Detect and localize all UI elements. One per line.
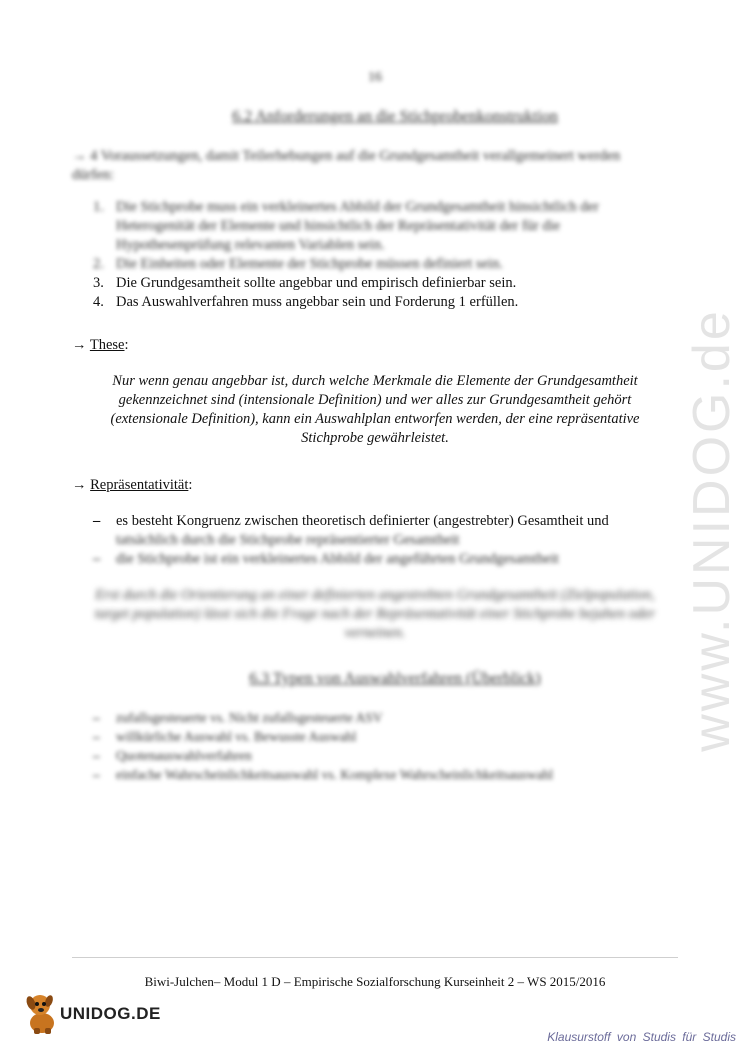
dash-icon: – — [93, 513, 101, 529]
footer-text: Biwi-Julchen– Modul 1 D – Empirische Sozialforschung Kurseinheit 2 – WS 2015/2016 — [144, 974, 606, 989]
requirements-list — [93, 198, 653, 312]
repraesentativitaet-list — [93, 512, 653, 569]
brand-name: UNIDOG.DE — [60, 1004, 161, 1023]
list-item: – es besteht Kongruenz zwischen theoretisch definierter (angestrebter) Gesamtheit und tatsächlich durch die Stichprobe repräsentierter Gesamtheit — [93, 513, 609, 548]
list-item: – zufallsgesteuerte vs. Nicht zufallsgesteuerte ASV — [93, 710, 383, 725]
brand-logo[interactable] — [22, 988, 172, 1038]
list-item: 1. Die Stichprobe muss ein verkleinertes Abbild der Grundgesamtheit hinsichtlich der Heterogenität der Elemente und hinsichtlich der Repräsentativität der für die Hypothesenprüfung relevanten Variablen sein. — [93, 199, 599, 253]
dash-icon: – — [93, 551, 101, 567]
section-heading-6-2: 6.2 Anforderungen an die Stichprobenkonstruktion — [232, 108, 558, 125]
section-heading-6-3: 6.3 Typen von Auswahlverfahren (Überblick) — [249, 670, 541, 687]
these-text: Nur wenn genau angebbar ist, durch welche Merkmale die Elemente der Grundgesamtheit gekennzeichnet sind (intensionale Definition) und wer alles zur Grundgesamtheit gehört (extensionale Definition), kann ein Auswahlplan entworfen werden, der eine repräsentative Stichprobe gewährleistet. — [110, 373, 640, 446]
auswahlverfahren-list — [93, 708, 653, 784]
list-item: – die Stichprobe ist ein verkleinertes Abbild der angeführten Grundgesamtheit — [93, 551, 559, 567]
these-label: → These: — [72, 337, 129, 353]
repraesentativitaet-note: Erst durch die Orientierung an einer definierten angestrebten Grundgesamtheit (Zielpopulation, target population) lässt sich die Frage nach der Repräsentativität einer Stichprobe bejahen oder verneinen. — [94, 587, 656, 641]
list-item: 2. Die Einheiten oder Elemente der Stichprobe müssen definiert sein. — [93, 256, 503, 272]
list-item: – willkürliche Auswahl vs. Bewusste Auswahl — [93, 729, 357, 744]
section-intro — [72, 147, 662, 185]
arrow-icon: → — [72, 148, 87, 164]
dog-mascot-icon — [22, 990, 62, 1036]
footer-divider — [72, 957, 678, 958]
arrow-icon: → — [72, 477, 87, 493]
list-item: 4. Das Auswahlverfahren muss angebbar sein und Forderung 1 erfüllen. — [93, 294, 519, 310]
list-item: 3. Die Grundgesamtheit sollte angebbar und empirisch definierbar sein. — [93, 275, 517, 291]
list-item: – Quotenauswahlverfahren — [93, 748, 252, 763]
intro-text: 4 Voraussetzungen, damit Teilerhebungen auf die Grundgesamtheit verallgemeinert werden dürfen: — [72, 148, 621, 183]
arrow-icon: → — [72, 337, 87, 353]
page-number: 16 — [368, 70, 382, 85]
list-item: – einfache Wahrscheinlichkeitsauswahl vs. Komplexe Wahrscheinlichkeitsauswahl — [93, 767, 554, 782]
watermark: www.UNIDOG.de — [683, 308, 741, 752]
brand-tagline: Klausurstoff von Studis für Studis — [547, 1030, 736, 1044]
repraesentativitaet-label: → Repräsentativität: — [72, 477, 193, 493]
